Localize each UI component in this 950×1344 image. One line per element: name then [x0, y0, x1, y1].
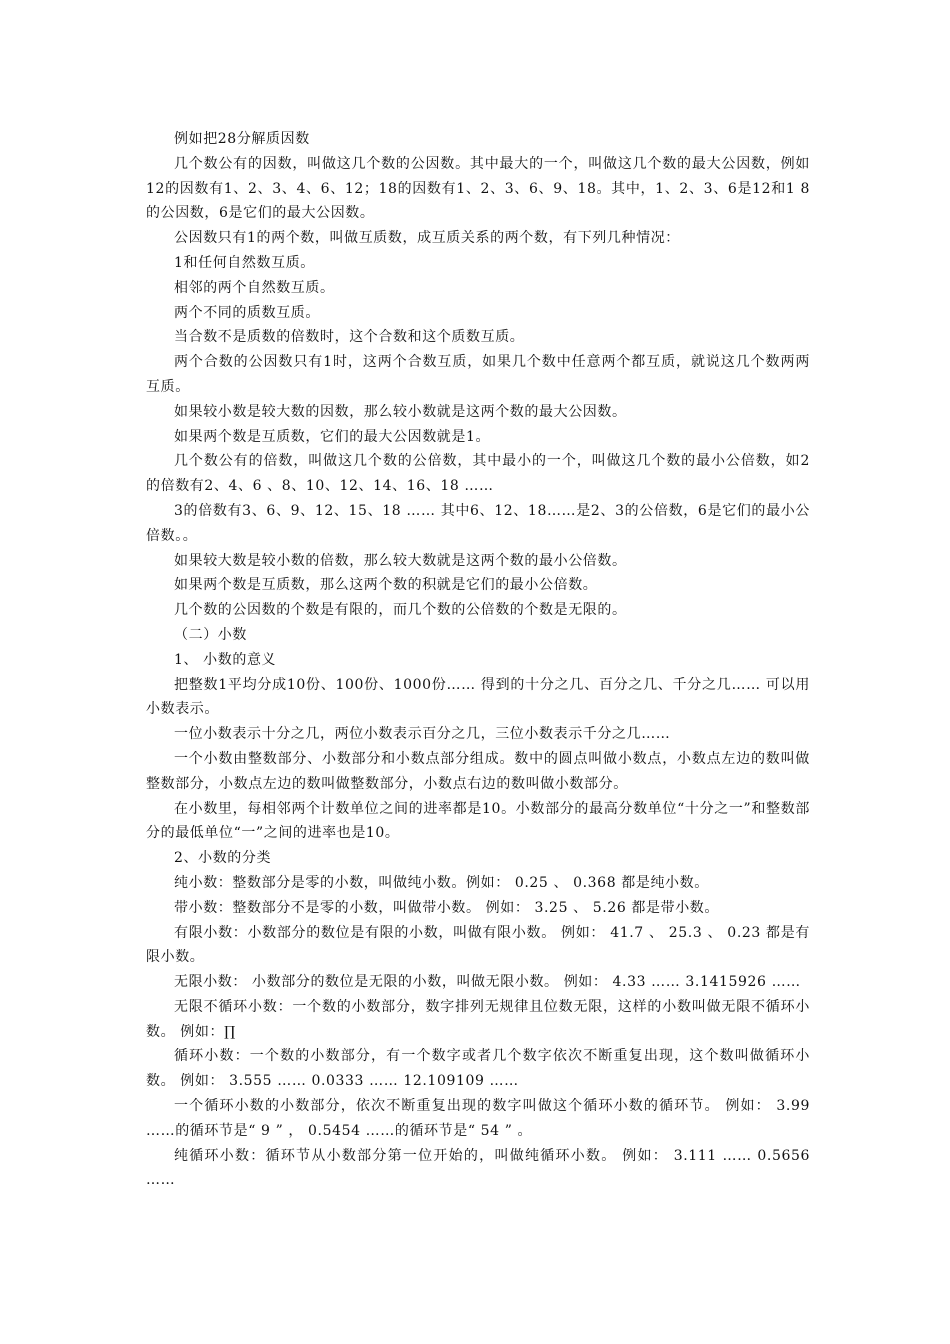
paragraph: 一个小数由整数部分、小数部分和小数点部分组成。数中的圆点叫做小数点，小数点左边的数叫做整数部分，小数点左边的数叫做整数部分，小数点右边的数叫做小数部分。	[146, 750, 810, 792]
paragraph: 几个数公有的倍数，叫做这几个数的公倍数，其中最小的一个，叫做这几个数的最小公倍数，如2的倍数有2、4、6 、8、10、12、14、16、18 ……	[146, 453, 810, 495]
paragraph: 当合数不是质数的倍数时，这个合数和这个质数互质。	[174, 329, 525, 346]
paragraph: 如果较大数是较小数的倍数，那么较大数就是这两个数的最小公倍数。	[174, 552, 627, 569]
paragraph: 1和任何自然数互质。	[174, 254, 315, 271]
section-heading: （二）小数	[174, 626, 247, 643]
paragraph: 循环小数：一个数的小数部分，有一个数字或者几个数字依次不断重复出现，这个数叫做循环小数。 例如： 3.555 …… 0.0333 …… 12.109109 ……	[146, 1048, 810, 1090]
paragraph: 两个合数的公因数只有1时，这两个合数互质，如果几个数中任意两个都互质，就说这几个数两两互质。	[146, 354, 810, 395]
paragraph: 公因数只有1的两个数，叫做互质数，成互质关系的两个数，有下列几种情况：	[174, 230, 680, 247]
paragraph: 带小数：整数部分不是零的小数，叫做带小数。 例如： 3.25 、 5.26 都是带小数。	[174, 899, 719, 916]
paragraph: 几个数公有的因数，叫做这几个数的公因数。其中最大的一个，叫做这几个数的最大公因数，例如12的因数有1、2、3、4、6、12；18的因数有1、2、3、6、9、18。其中，1、2、3、6是12和1 8的公因数，6是它们的最大公因数。	[146, 155, 810, 222]
paragraph: 无限小数： 小数部分的数位是无限的小数，叫做无限小数。 例如： 4.33 …… 3.1415926 ……	[174, 974, 801, 991]
paragraph: 3的倍数有3、6、9、12、15、18 …… 其中6、12、18……是2、3的公倍数，6是它们的最小公倍数。。	[146, 502, 810, 544]
paragraph: 几个数的公因数的个数是有限的，而几个数的公倍数的个数是无限的。	[174, 602, 627, 619]
paragraph: 在小数里，每相邻两个计数单位之间的进率都是10。小数部分的最高分数单位“十分之一”和整数部分的最低单位“一”之间的进率也是10。	[146, 800, 810, 842]
document-body	[146, 127, 810, 1193]
subsection-heading: 2、小数的分类	[174, 850, 272, 867]
paragraph: 如果两个数是互质数，那么这两个数的积就是它们的最小公倍数。	[174, 577, 598, 594]
paragraph: 一位小数表示十分之几，两位小数表示百分之几，三位小数表示千分之几……	[174, 726, 671, 743]
paragraph: 无限不循环小数：一个数的小数部分，数字排列无规律且位数无限，这样的小数叫做无限不循环小数。 例如：∏	[146, 998, 810, 1040]
paragraph: 相邻的两个自然数互质。	[174, 279, 335, 296]
paragraph: 一个循环小数的小数部分，依次不断重复出现的数字叫做这个循环小数的循环节。 例如： 3.99 ……的循环节是“ 9 ” ， 0.5454 ……的循环节是“ 54 ” 。	[146, 1098, 810, 1139]
paragraph: 两个不同的质数互质。	[174, 304, 320, 321]
paragraph: 有限小数：小数部分的数位是有限的小数，叫做有限小数。 例如： 41.7 、 25.3 、 0.23 都是有限小数。	[146, 924, 810, 966]
paragraph: 把整数1平均分成10份、100份、1000份…… 得到的十分之几、百分之几、千分之几…… 可以用小数表示。	[146, 676, 810, 718]
paragraph: 纯循环小数：循环节从小数部分第一位开始的，叫做纯循环小数。 例如： 3.111 …… 0.5656 ……	[146, 1147, 810, 1189]
subsection-heading: 1、 小数的意义	[174, 651, 277, 668]
paragraph: 如果较小数是较大数的因数，那么较小数就是这两个数的最大公因数。	[174, 403, 627, 420]
paragraph: 纯小数：整数部分是零的小数，叫做纯小数。例如： 0.25 、 0.368 都是纯小数。	[174, 874, 709, 891]
paragraph: 如果两个数是互质数，它们的最大公因数就是1。	[174, 428, 491, 445]
paragraph: 例如把28分解质因数	[174, 131, 310, 147]
